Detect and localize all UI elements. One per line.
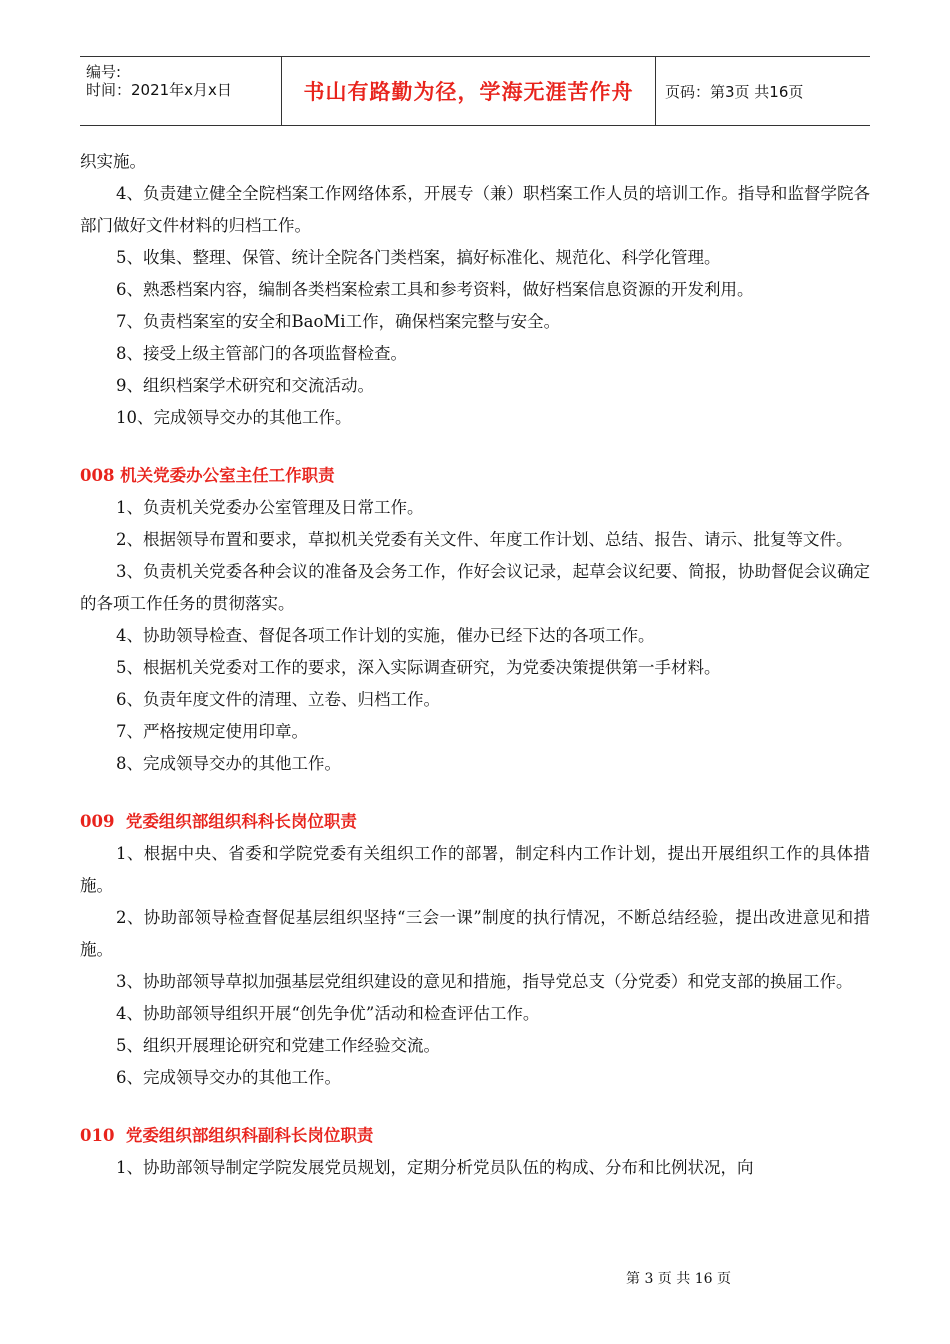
list-item: 7、严格按规定使用印章。 <box>116 722 308 741</box>
list-item: 6、完成领导交办的其他工作。 <box>116 1068 341 1087</box>
header-motto-cell <box>281 57 656 125</box>
document-body <box>80 146 870 1184</box>
list-item: 3、负责机关党委各种会议的准备及会务工作，作好会议记录，起草会议纪要、简报，协助督促会议确定的各项工作任务的贯彻落实。 <box>80 562 870 613</box>
document-date: 时间：2021年x月x日 <box>86 81 232 99</box>
list-item: 8、完成领导交办的其他工作。 <box>116 754 341 773</box>
list-item: 8、接受上级主管部门的各项监督检查。 <box>116 344 407 363</box>
list-item: 4、协助部领导组织开展“创先争优”活动和检查评估工作。 <box>116 1004 540 1023</box>
section-heading-008: 008 机关党委办公室主任工作职责 <box>80 466 335 485</box>
list-item: 1、协助部领导制定学院发展党员规划，定期分析党员队伍的构成、分布和比例状况，向 <box>116 1158 754 1177</box>
list-item: 2、根据领导布置和要求，草拟机关党委有关文件、年度工作计划、总结、报告、请示、批复等文件。 <box>116 530 853 549</box>
section-heading-010: 010 党委组织部组织科副科长岗位职责 <box>80 1126 374 1145</box>
list-item: 9、组织档案学术研究和交流活动。 <box>116 376 374 395</box>
list-item: 4、负责建立健全全院档案工作网络体系，开展专（兼）职档案工作人员的培训工作。指导和监督学院各部门做好文件材料的归档工作。 <box>80 184 870 235</box>
list-item: 5、组织开展理论研究和党建工作经验交流。 <box>116 1036 440 1055</box>
continuation-paragraph: 织实施。 <box>80 152 146 171</box>
list-item: 5、收集、整理、保管、统计全院各门类档案，搞好标准化、规范化、科学化管理。 <box>116 248 721 267</box>
list-item: 1、负责机关党委办公室管理及日常工作。 <box>116 498 424 517</box>
page-footer-number: 第 3 页 共 16 页 <box>626 1271 731 1287</box>
list-item: 7、负责档案室的安全和BaoMi工作，确保档案完整与安全。 <box>116 312 561 331</box>
list-item: 6、熟悉档案内容，编制各类档案检索工具和参考资料，做好档案信息资源的开发利用。 <box>116 280 754 299</box>
list-item: 5、根据机关党委对工作的要求，深入实际调查研究，为党委决策提供第一手材料。 <box>116 658 721 677</box>
header-page-number: 页码：第3页 共16页 <box>665 82 804 101</box>
list-item: 6、负责年度文件的清理、立卷、归档工作。 <box>116 690 440 709</box>
page-header <box>80 56 870 126</box>
list-item: 2、协助部领导检查督促基层组织坚持“三会一课”制度的执行情况，不断总结经验，提出改进意见和措施。 <box>80 908 870 959</box>
list-item: 3、协助部领导草拟加强基层党组织建设的意见和措施，指导党总支（分党委）和党支部的换届工作。 <box>116 972 853 991</box>
header-meta-cell <box>80 57 280 125</box>
header-motto: 书山有路勤为径，学海无涯苦作舟 <box>303 80 634 104</box>
document-number-label: 编号: <box>86 63 122 81</box>
header-page-cell <box>655 57 870 125</box>
section-heading-009: 009 党委组织部组织科科长岗位职责 <box>80 812 357 831</box>
list-item: 4、协助领导检查、督促各项工作计划的实施，催办已经下达的各项工作。 <box>116 626 655 645</box>
list-item: 1、根据中央、省委和学院党委有关组织工作的部署，制定科内工作计划，提出开展组织工作的具体措施。 <box>80 844 870 895</box>
list-item: 10、完成领导交办的其他工作。 <box>116 408 352 427</box>
